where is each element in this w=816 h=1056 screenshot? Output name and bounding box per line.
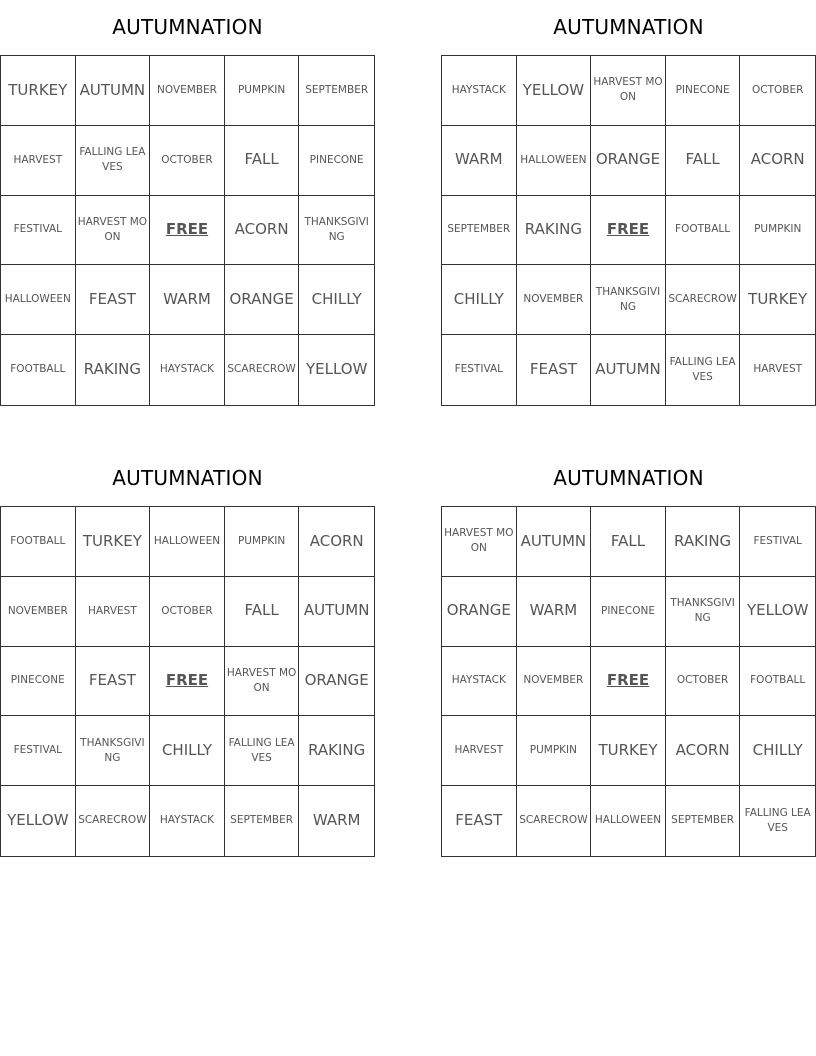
card-title: AUTUMNATION bbox=[112, 466, 263, 490]
bingo-cell: FALL bbox=[225, 126, 300, 196]
bingo-cell: FALL bbox=[591, 507, 666, 577]
bingo-cell: FESTIVAL bbox=[442, 335, 517, 405]
bingo-cell: PUMPKIN bbox=[740, 196, 815, 266]
bingo-card bbox=[0, 0, 375, 379]
bingo-cell: WARM bbox=[312, 811, 361, 830]
bingo-cell: SEPTEMBER bbox=[666, 786, 741, 856]
bingo-cell: FESTIVAL bbox=[1, 716, 76, 786]
bingo-cell: PUMPKIN bbox=[225, 56, 300, 126]
bingo-cell: HARVEST bbox=[753, 363, 803, 376]
bingo-cell: OCTOBER bbox=[150, 126, 225, 196]
bingo-cell: HALLOWEEN bbox=[1, 265, 76, 335]
bingo-cell: SCARECROW bbox=[517, 786, 592, 856]
bingo-cell: OCTOBER bbox=[150, 577, 225, 647]
bingo-cell: HARVEST bbox=[1, 126, 76, 196]
bingo-cell: AUTUMN bbox=[517, 507, 592, 577]
bingo-cell: WARM bbox=[150, 265, 225, 335]
bingo-cell: THANKSGIVING bbox=[76, 716, 151, 786]
bingo-cell: SEPTEMBER bbox=[442, 196, 517, 266]
bingo-cell: FALLING LEAVES bbox=[225, 716, 300, 786]
bingo-cell: FOOTBALL bbox=[666, 196, 741, 266]
bingo-cell: SCARECROW bbox=[666, 265, 741, 335]
bingo-cell: THANKSGIVING bbox=[591, 265, 666, 335]
bingo-cell: PINECONE bbox=[1, 647, 76, 717]
bingo-cell: PINECONE bbox=[299, 126, 374, 196]
bingo-cell: SCARECROW bbox=[225, 335, 300, 405]
bingo-cell: AUTUMN bbox=[591, 335, 666, 405]
bingo-cell: SCARECROW bbox=[76, 786, 151, 856]
bingo-cell: HAYSTACK bbox=[150, 335, 225, 405]
card-title: AUTUMNATION bbox=[553, 15, 704, 39]
bingo-cell: RAKING bbox=[517, 196, 592, 266]
bingo-grid bbox=[441, 55, 816, 406]
bingo-cell: RAKING bbox=[76, 335, 151, 405]
bingo-cell: FOOTBALL bbox=[1, 335, 76, 405]
bingo-cell: FALLING LEAVES bbox=[76, 126, 151, 196]
bingo-cell: HAYSTACK bbox=[442, 56, 517, 126]
bingo-cell: FEAST bbox=[76, 265, 151, 335]
bingo-cell: FOOTBALL bbox=[740, 647, 815, 717]
bingo-cell: PINECONE bbox=[666, 56, 741, 126]
free-space-cell: FREE bbox=[150, 647, 225, 717]
bingo-cell: TURKEY bbox=[76, 507, 151, 577]
bingo-cell: FALLING LEAVES bbox=[666, 335, 741, 405]
bingo-cell: HALLOWEEN bbox=[517, 126, 592, 196]
bingo-cell: HARVEST MOON bbox=[591, 56, 666, 126]
bingo-cell: TURKEY bbox=[740, 265, 815, 335]
free-space-cell: FREE bbox=[591, 647, 666, 717]
bingo-cell: SEPTEMBER bbox=[299, 56, 374, 126]
bingo-cell: YELLOW bbox=[740, 577, 815, 647]
bingo-cell: NOVEMBER bbox=[150, 56, 225, 126]
bingo-cell: WARM bbox=[442, 126, 517, 196]
bingo-cell: ORANGE bbox=[299, 647, 374, 717]
bingo-card bbox=[441, 0, 816, 384]
bingo-cell: FALL bbox=[225, 577, 300, 647]
bingo-cell: HARVEST MOON bbox=[442, 507, 517, 577]
bingo-cell: HARVEST bbox=[76, 577, 151, 647]
bingo-cell: HALLOWEEN bbox=[150, 507, 225, 577]
bingo-cell: CHILLY bbox=[442, 265, 517, 335]
bingo-cell: OCTOBER bbox=[740, 56, 815, 126]
bingo-cell: FEAST bbox=[517, 335, 592, 405]
bingo-grid bbox=[0, 506, 375, 857]
bingo-cell: PINECONE bbox=[591, 577, 666, 647]
bingo-cell: FESTIVAL bbox=[740, 507, 815, 577]
bingo-cell: PUMPKIN bbox=[517, 716, 592, 786]
bingo-cell: ORANGE bbox=[225, 265, 300, 335]
bingo-cell: HAYSTACK bbox=[442, 647, 517, 717]
bingo-cell: AUTUMN bbox=[76, 56, 151, 126]
bingo-cell: CHILLY bbox=[150, 716, 225, 786]
bingo-cell: AUTUMN bbox=[299, 577, 374, 647]
bingo-cell: CHILLY bbox=[740, 716, 815, 786]
bingo-cell: WARM bbox=[517, 577, 592, 647]
bingo-cell: HARVEST MOON bbox=[225, 647, 300, 717]
bingo-cell: THANKSGIVING bbox=[666, 577, 741, 647]
bingo-cell: YELLOW bbox=[305, 360, 368, 379]
bingo-cell: NOVEMBER bbox=[517, 265, 592, 335]
bingo-cell: NOVEMBER bbox=[1, 577, 76, 647]
bingo-cell: ACORN bbox=[740, 126, 815, 196]
bingo-cell: FALL bbox=[666, 126, 741, 196]
bingo-grid bbox=[441, 506, 816, 857]
bingo-cell: RAKING bbox=[666, 507, 741, 577]
bingo-grid bbox=[0, 55, 375, 406]
bingo-cell: HARVEST MOON bbox=[76, 196, 151, 266]
bingo-cell: FALLING LEAVES bbox=[744, 806, 811, 835]
bingo-cell: PUMPKIN bbox=[225, 507, 300, 577]
bingo-card bbox=[0, 451, 375, 830]
bingo-cell: ORANGE bbox=[591, 126, 666, 196]
bingo-cell: YELLOW bbox=[517, 56, 592, 126]
bingo-cell: TURKEY bbox=[591, 716, 666, 786]
bingo-cell: YELLOW bbox=[1, 786, 76, 856]
bingo-cell: FESTIVAL bbox=[1, 196, 76, 266]
card-title: AUTUMNATION bbox=[553, 466, 704, 490]
bingo-cell: OCTOBER bbox=[666, 647, 741, 717]
bingo-cell: FEAST bbox=[76, 647, 151, 717]
bingo-cell: FEAST bbox=[442, 786, 517, 856]
card-title: AUTUMNATION bbox=[112, 15, 263, 39]
free-space-cell: FREE bbox=[150, 196, 225, 266]
free-space-cell: FREE bbox=[591, 196, 666, 266]
bingo-cell: FOOTBALL bbox=[1, 507, 76, 577]
bingo-cell: ORANGE bbox=[442, 577, 517, 647]
bingo-cell: NOVEMBER bbox=[517, 647, 592, 717]
bingo-cell: RAKING bbox=[299, 716, 374, 786]
bingo-cell: HARVEST bbox=[442, 716, 517, 786]
bingo-cell: HALLOWEEN bbox=[591, 786, 666, 856]
bingo-cell: THANKSGIVING bbox=[299, 196, 374, 266]
bingo-cell: ACORN bbox=[299, 507, 374, 577]
bingo-cell: ACORN bbox=[225, 196, 300, 266]
bingo-cell: TURKEY bbox=[1, 56, 76, 126]
bingo-cell: ACORN bbox=[666, 716, 741, 786]
bingo-cell: CHILLY bbox=[299, 265, 374, 335]
bingo-card bbox=[441, 451, 816, 835]
bingo-cell: SEPTEMBER bbox=[225, 786, 300, 856]
bingo-cell: HAYSTACK bbox=[150, 786, 225, 856]
